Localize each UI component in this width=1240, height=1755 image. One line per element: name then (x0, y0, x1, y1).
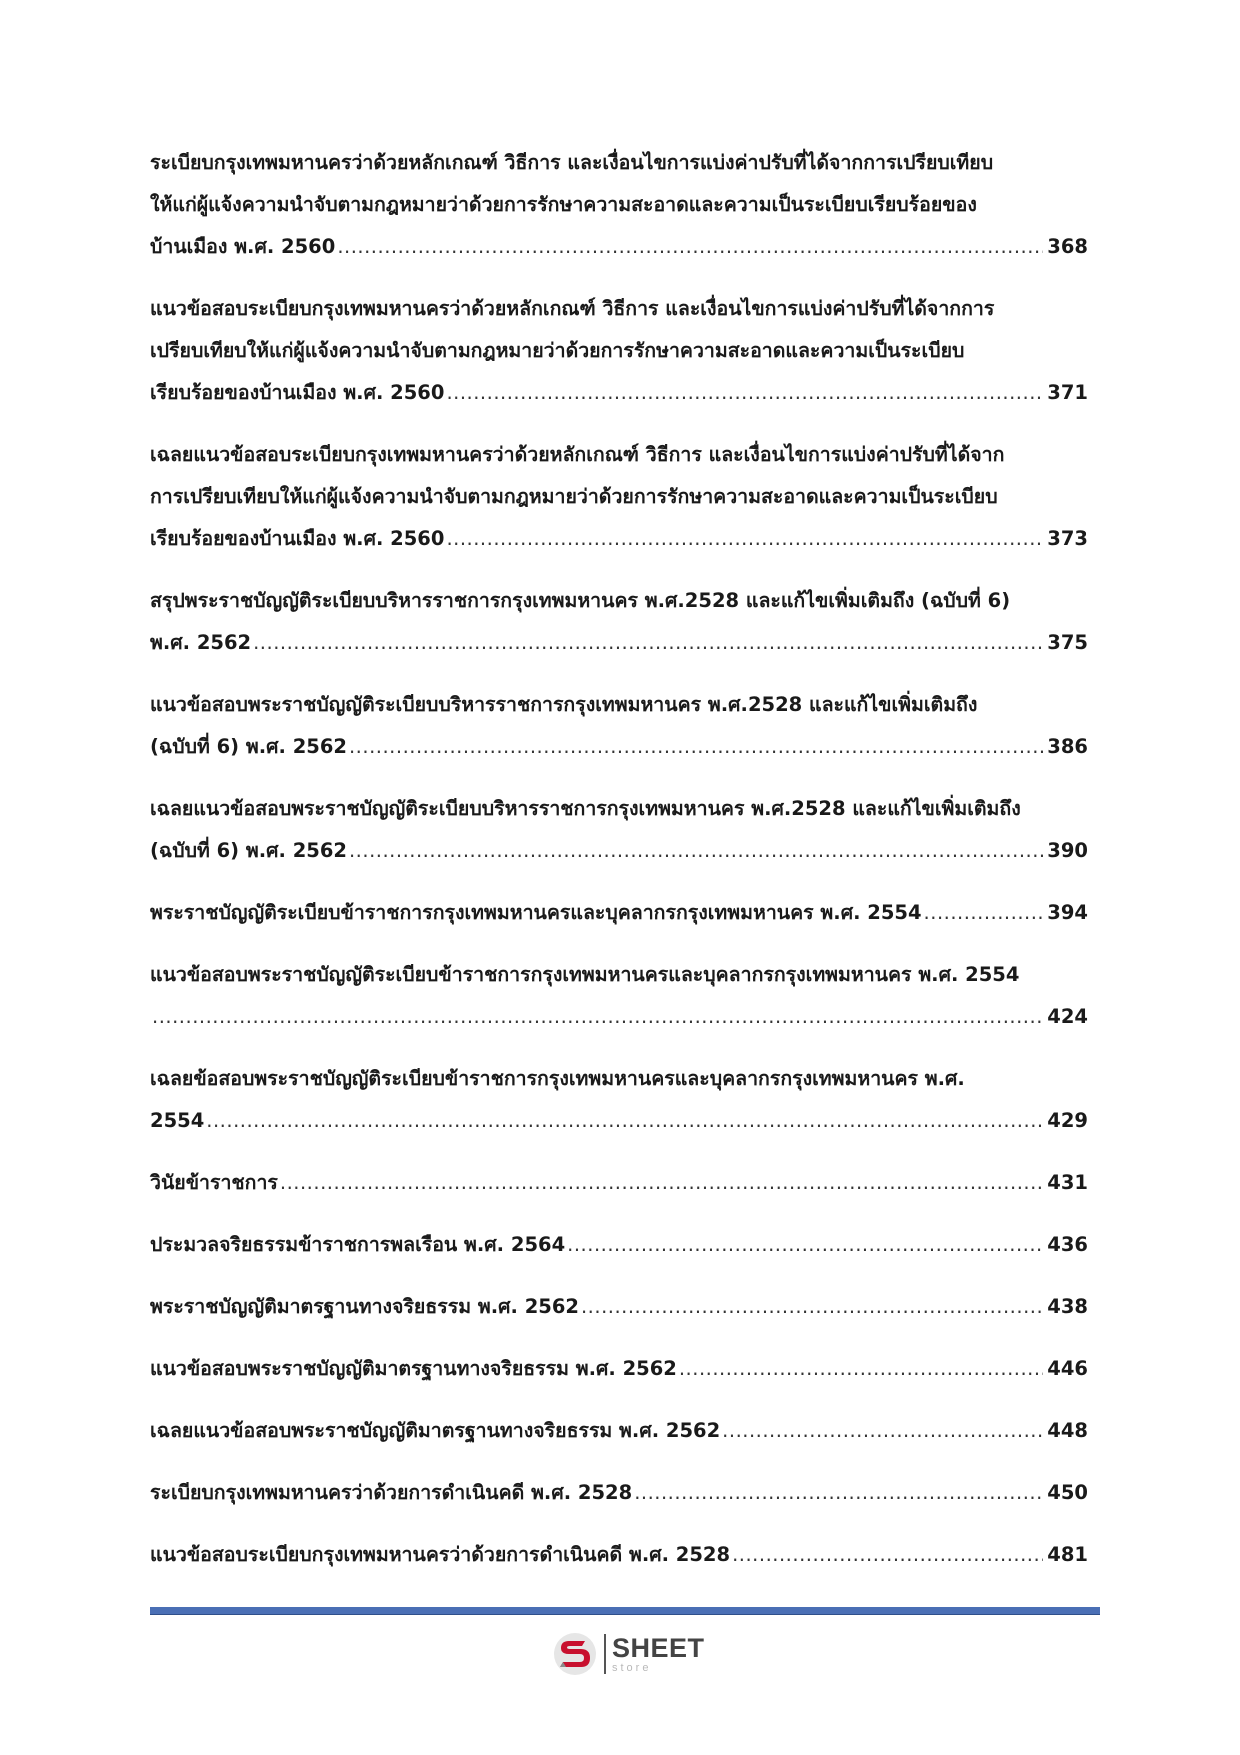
toc-entry[interactable] (150, 1162, 1088, 1204)
toc-entry-title-line: แนวข้อสอบระเบียบกรุงเทพมหานครว่าด้วยหลักเกณฑ์ วิธีการ และเงื่อนไขการแบ่งค่าปรับที่ได้จากการ (150, 297, 995, 320)
logo-subtitle: store (612, 1661, 652, 1674)
toc-entry-last-line (150, 892, 1088, 934)
page-number: 481 (1047, 1543, 1088, 1566)
toc-entry-title-end: เฉลยแนวข้อสอบพระราชบัญญัติมาตรฐานทางจริยธรรม พ.ศ. 2562 (150, 1419, 721, 1442)
dot-leader (349, 726, 1043, 768)
toc-entry-title-end: แนวข้อสอบระเบียบกรุงเทพมหานครว่าด้วยการดำเนินคดี พ.ศ. 2528 (150, 1543, 731, 1566)
dot-leader (280, 1162, 1043, 1204)
toc-entry-title-line: สรุปพระราชบัญญัติระเบียบบริหารราชการกรุงเทพมหานคร พ.ศ.2528 และแก้ไขเพิ่มเติมถึง (ฉบับที่ 6) (150, 589, 1011, 612)
toc-entry[interactable] (150, 580, 1088, 664)
toc-entry[interactable] (150, 288, 1088, 414)
toc-entry-last-line (150, 996, 1088, 1038)
page-number: 375 (1047, 631, 1088, 654)
toc-entry-last-line (150, 1534, 1088, 1576)
toc-entry-title-end: วินัยข้าราชการ (150, 1171, 278, 1194)
toc-entry[interactable] (150, 1286, 1088, 1328)
toc-entry-last-line (150, 518, 1088, 560)
footer-divider (150, 1607, 1100, 1615)
toc-entry[interactable] (150, 684, 1088, 768)
page-number: 394 (1047, 901, 1088, 924)
page-number: 448 (1047, 1419, 1088, 1442)
toc-entry[interactable] (150, 892, 1088, 934)
page-number: 368 (1047, 235, 1088, 258)
page-number: 436 (1047, 1233, 1088, 1256)
toc-entry-title-line: เฉลยข้อสอบพระราชบัญญัติระเบียบข้าราชการกรุงเทพมหานครและบุคลากรกรุงเทพมหานคร พ.ศ. (150, 1067, 965, 1090)
toc-entry-title-end: พระราชบัญญัติมาตรฐานทางจริยธรรม พ.ศ. 2562 (150, 1295, 579, 1318)
toc-entry-title-line: เฉลยแนวข้อสอบพระราชบัญญัติระเบียบบริหารราชการกรุงเทพมหานคร พ.ศ.2528 และแก้ไขเพิ่มเติมถึง (150, 797, 1021, 820)
toc-entry-last-line (150, 1348, 1088, 1390)
toc-entry-title-end: เรียบร้อยของบ้านเมือง พ.ศ. 2560 (150, 381, 445, 404)
toc-entry[interactable] (150, 434, 1088, 560)
toc-entry-title-end: 2554 (150, 1109, 205, 1132)
dot-leader (581, 1286, 1043, 1328)
toc-entry-last-line (150, 226, 1088, 268)
dot-leader (446, 518, 1043, 560)
toc-entry-title-line: แนวข้อสอบพระราชบัญญัติระเบียบข้าราชการกรุงเทพมหานครและบุคลากรกรุงเทพมหานคร พ.ศ. 2554 (150, 963, 1020, 986)
dot-leader (349, 830, 1043, 872)
toc-entry-last-line (150, 1410, 1088, 1452)
toc-entry-title-end: พ.ศ. 2562 (150, 631, 252, 654)
toc-entry-title-end: ประมวลจริยธรรมข้าราชการพลเรือน พ.ศ. 2564 (150, 1233, 566, 1256)
dot-leader (337, 226, 1043, 268)
toc-entry-last-line (150, 622, 1088, 664)
dot-leader (446, 372, 1043, 414)
toc-entry-title-line: แนวข้อสอบพระราชบัญญัติระเบียบบริหารราชการกรุงเทพมหานคร พ.ศ.2528 และแก้ไขเพิ่มเติมถึง (150, 693, 978, 716)
toc-entry[interactable] (150, 1348, 1088, 1390)
table-of-contents (150, 142, 1088, 1576)
toc-entry-title-end: บ้านเมือง พ.ศ. 2560 (150, 235, 336, 258)
dot-leader (152, 996, 1043, 1038)
page-number: 438 (1047, 1295, 1088, 1318)
page-number: 390 (1047, 839, 1088, 862)
dot-leader (924, 892, 1044, 934)
toc-entry[interactable] (150, 1534, 1088, 1576)
logo-name: SHEET (612, 1632, 705, 1663)
toc-entry[interactable] (150, 1224, 1088, 1266)
s-logo-icon (552, 1631, 598, 1677)
page-number: 450 (1047, 1481, 1088, 1504)
toc-entry-title-line: ระเบียบกรุงเทพมหานครว่าด้วยหลักเกณฑ์ วิธีการ และเงื่อนไขการแบ่งค่าปรับที่ได้จากการเปรียบเทียบ (150, 151, 994, 174)
dot-leader (634, 1472, 1043, 1514)
toc-entry-title-end: ระเบียบกรุงเทพมหานครว่าด้วยการดำเนินคดี พ.ศ. 2528 (150, 1481, 633, 1504)
toc-entry-title-line: การเปรียบเทียบให้แก่ผู้แจ้งความนำจับตามกฎหมายว่าด้วยการรักษาความสะอาดและความเป็นระเบียบ (150, 485, 998, 508)
toc-entry-title-end: เรียบร้อยของบ้านเมือง พ.ศ. 2560 (150, 527, 445, 550)
dot-leader (567, 1224, 1043, 1266)
page-number: 429 (1047, 1109, 1088, 1132)
dot-leader (679, 1348, 1043, 1390)
toc-entry-last-line (150, 372, 1088, 414)
toc-entry[interactable] (150, 954, 1088, 1038)
page-number: 373 (1047, 527, 1088, 550)
toc-entry[interactable] (150, 142, 1088, 268)
page-number: 386 (1047, 735, 1088, 758)
toc-entry-last-line (150, 830, 1088, 872)
toc-entry[interactable] (150, 1410, 1088, 1452)
toc-entry[interactable] (150, 1472, 1088, 1514)
page-number: 446 (1047, 1357, 1088, 1380)
toc-entry-last-line (150, 1472, 1088, 1514)
sheet-store-logo (552, 1630, 705, 1678)
dot-leader (253, 622, 1043, 664)
toc-entry-title-end: แนวข้อสอบพระราชบัญญัติมาตรฐานทางจริยธรรม พ.ศ. 2562 (150, 1357, 677, 1380)
dot-leader (732, 1534, 1043, 1576)
toc-entry-last-line (150, 1286, 1088, 1328)
toc-entry-title-line: ให้แก่ผู้แจ้งความนำจับตามกฎหมายว่าด้วยการรักษาความสะอาดและความเป็นระเบียบเรียบร้อยของ (150, 193, 977, 216)
toc-entry-last-line (150, 726, 1088, 768)
toc-entry-last-line (150, 1224, 1088, 1266)
toc-entry-title-line: เปรียบเทียบให้แก่ผู้แจ้งความนำจับตามกฎหมายว่าด้วยการรักษาความสะอาดและความเป็นระเบียบ (150, 339, 965, 362)
toc-entry-title-line: เฉลยแนวข้อสอบระเบียบกรุงเทพมหานครว่าด้วยหลักเกณฑ์ วิธีการ และเงื่อนไขการแบ่งค่าปรับที่ได้จาก (150, 443, 1005, 466)
page-number: 424 (1047, 1005, 1088, 1028)
toc-entry-title-end: (ฉบับที่ 6) พ.ศ. 2562 (150, 839, 347, 862)
toc-entry-title-end: พระราชบัญญัติระเบียบข้าราชการกรุงเทพมหานครและบุคลากรกรุงเทพมหานคร พ.ศ. 2554 (150, 901, 922, 924)
logo-divider (604, 1634, 606, 1674)
toc-entry-last-line (150, 1100, 1088, 1142)
page-number: 371 (1047, 381, 1088, 404)
dot-leader (722, 1410, 1043, 1452)
toc-entry[interactable] (150, 788, 1088, 872)
dot-leader (206, 1100, 1043, 1142)
page-number: 431 (1047, 1171, 1088, 1194)
toc-entry[interactable] (150, 1058, 1088, 1142)
toc-entry-title-end: (ฉบับที่ 6) พ.ศ. 2562 (150, 735, 347, 758)
toc-entry-last-line (150, 1162, 1088, 1204)
